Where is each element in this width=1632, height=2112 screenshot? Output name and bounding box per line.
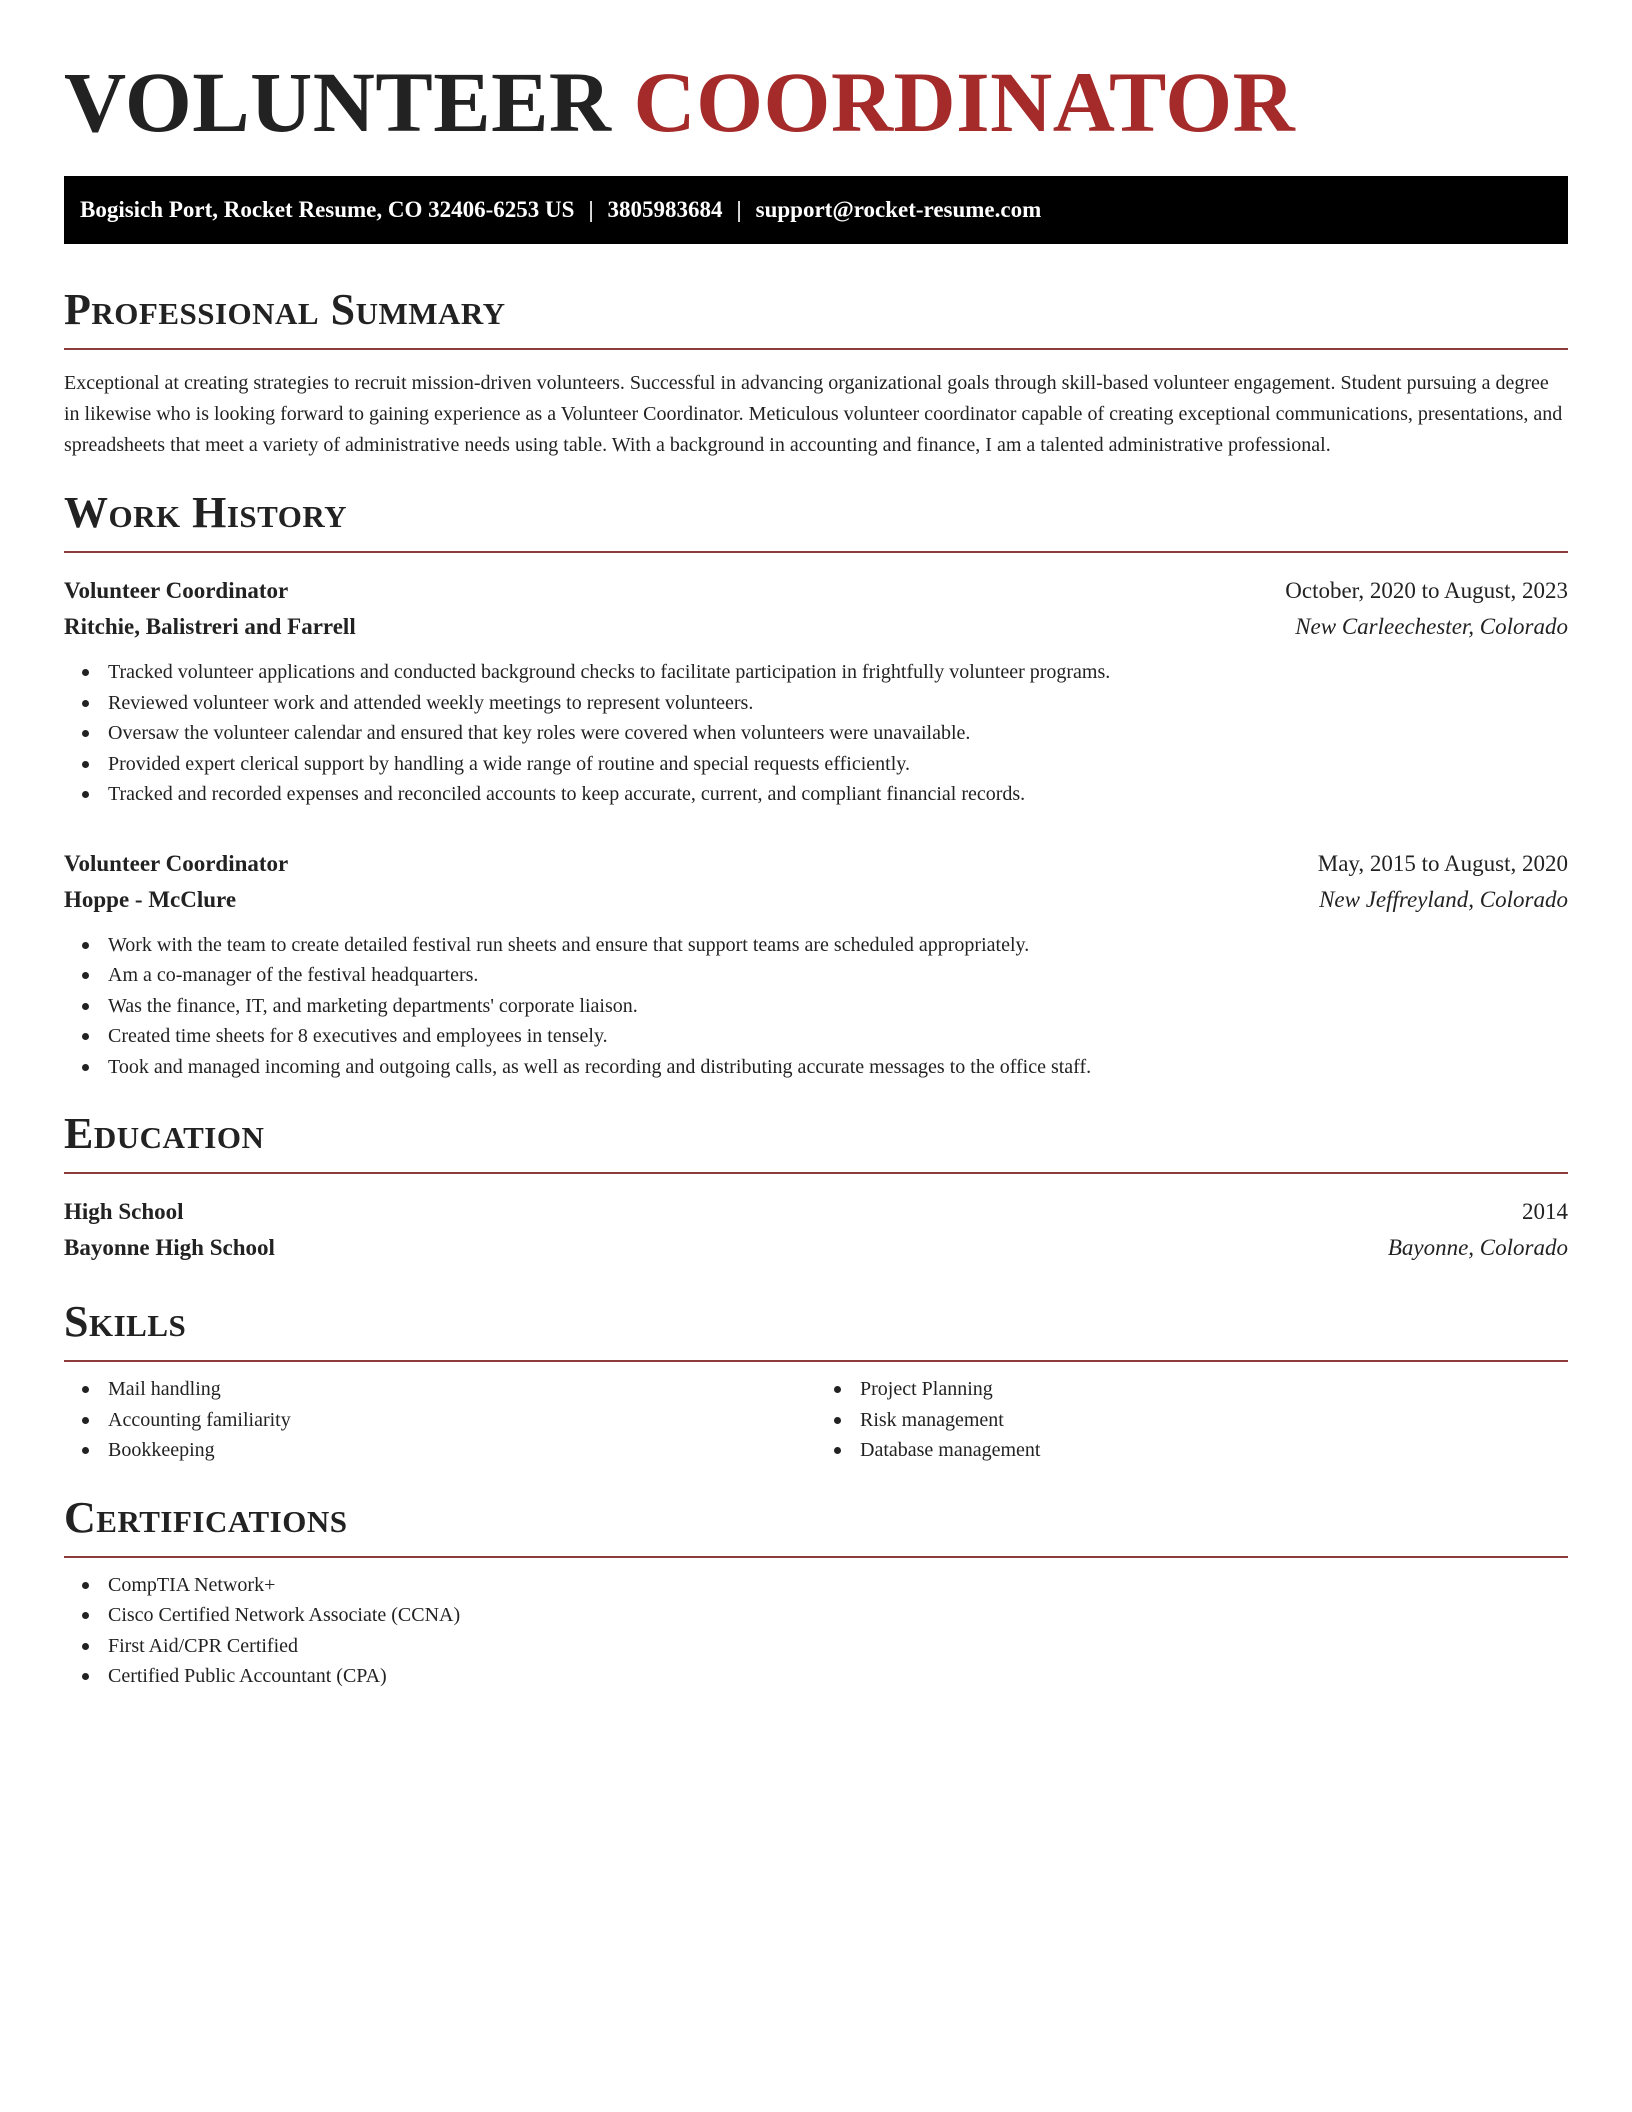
job-bullets	[64, 930, 1568, 1083]
job-bullet: Tracked volunteer applications and conducted background checks to facilitate participation in frightfully volunteer programs.	[108, 657, 1568, 688]
education-header	[64, 1194, 1568, 1230]
education-location: Bayonne, Colorado	[1387, 1235, 1568, 1260]
education-subheader	[64, 1230, 1568, 1266]
skills-section	[64, 1296, 1568, 1466]
certification-item: First Aid/CPR Certified	[108, 1631, 1568, 1662]
job-bullet: Provided expert clerical support by handling a wide range of routine and special requests efficiently.	[108, 749, 1568, 780]
summary-text: Exceptional at creating strategies to recruit mission-driven volunteers. Successful in advancing organizational goals through skill-based volunteer engagement. Student pursuing a degree in likewise who is looking forward to gaining experience as a Volunteer Coordinator. Meticulous volunteer coordinator capable of creating exceptional communications, presentations, and spreadsheets that meet a variety of administrative needs using table. With a background in accounting and finance, I am a talented administrative professional.	[64, 372, 1563, 456]
section-title-summary: Professional Summary	[64, 285, 506, 334]
education-section	[64, 1108, 1568, 1266]
job-entry	[64, 573, 1568, 810]
skills-grid	[64, 1374, 1568, 1466]
skill-item: Accounting familiarity	[108, 1405, 816, 1436]
job-bullet: Am a co-manager of the festival headquarters.	[108, 960, 1568, 991]
certification-item: Certified Public Accountant (CPA)	[108, 1661, 1568, 1692]
job-bullet: Oversaw the volunteer calendar and ensured that key roles were covered when volunteers were unavailable.	[108, 718, 1568, 749]
section-title-work-history: Work History	[64, 488, 348, 537]
job-bullet: Work with the team to create detailed festival run sheets and ensure that support teams are scheduled appropriately.	[108, 930, 1568, 961]
contact-separator: |	[588, 197, 594, 222]
job-dates: May, 2015 to August, 2020	[1317, 850, 1568, 876]
skill-item: Mail handling	[108, 1374, 816, 1405]
job-subheader	[64, 882, 1568, 918]
name-last: COORDINATOR	[633, 54, 1296, 150]
job-role: Volunteer Coordinator	[64, 850, 289, 876]
education-degree: High School	[64, 1199, 184, 1224]
section-divider	[64, 551, 1568, 553]
work-history-section	[64, 487, 1568, 1082]
education-school: Bayonne High School	[64, 1235, 275, 1260]
skills-column-right	[816, 1374, 1568, 1466]
job-company: Ritchie, Balistreri and Farrell	[64, 614, 356, 639]
section-divider	[64, 348, 1568, 350]
section-title-education: Education	[64, 1109, 265, 1158]
skill-item: Database management	[860, 1435, 1568, 1466]
job-subheader	[64, 609, 1568, 645]
certification-item: CompTIA Network+	[108, 1570, 1568, 1601]
job-bullet: Tracked and recorded expenses and reconciled accounts to keep accurate, current, and compliant financial records.	[108, 779, 1568, 810]
contact-phone: 3805983684	[607, 197, 723, 222]
job-location: New Jeffreyland, Colorado	[1319, 886, 1568, 912]
job-bullet: Created time sheets for 8 executives and employees in tensely.	[108, 1021, 1568, 1052]
contact-address: Bogisich Port, Rocket Resume, CO 32406-6253 US	[80, 197, 575, 222]
certification-item: Cisco Certified Network Associate (CCNA)	[108, 1600, 1568, 1631]
resume-name	[64, 52, 1568, 152]
job-bullets	[64, 657, 1568, 810]
job-entry	[64, 846, 1568, 1083]
job-bullet: Reviewed volunteer work and attended weekly meetings to represent volunteers.	[108, 688, 1568, 719]
skills-column-left	[64, 1374, 816, 1466]
skill-item: Bookkeeping	[108, 1435, 816, 1466]
job-header	[64, 846, 1568, 882]
contact-separator: |	[736, 197, 742, 222]
name-first: VOLUNTEER	[64, 54, 612, 150]
summary-section	[64, 284, 1568, 461]
contact-bar	[64, 176, 1568, 244]
certifications-list	[64, 1570, 1568, 1692]
job-bullet: Took and managed incoming and outgoing calls, as well as recording and distributing accurate messages to the office staff.	[108, 1052, 1568, 1083]
job-bullet: Was the finance, IT, and marketing departments' corporate liaison.	[108, 991, 1568, 1022]
section-title-certifications: Certifications	[64, 1492, 348, 1542]
education-year: 2014	[1522, 1199, 1568, 1224]
section-divider	[64, 1556, 1568, 1558]
job-header	[64, 573, 1568, 609]
education-entry	[64, 1194, 1568, 1266]
job-role: Volunteer Coordinator	[64, 578, 289, 603]
job-company: Hoppe - McClure	[64, 886, 237, 912]
certifications-section	[64, 1492, 1568, 1692]
skill-item: Project Planning	[860, 1374, 1568, 1405]
section-divider	[64, 1360, 1568, 1362]
section-title-skills: Skills	[64, 1297, 187, 1346]
skill-item: Risk management	[860, 1405, 1568, 1436]
contact-email: support@rocket-resume.com	[755, 197, 1042, 222]
section-divider	[64, 1172, 1568, 1174]
job-location: New Carleechester, Colorado	[1295, 614, 1568, 639]
job-dates: October, 2020 to August, 2023	[1285, 578, 1568, 603]
